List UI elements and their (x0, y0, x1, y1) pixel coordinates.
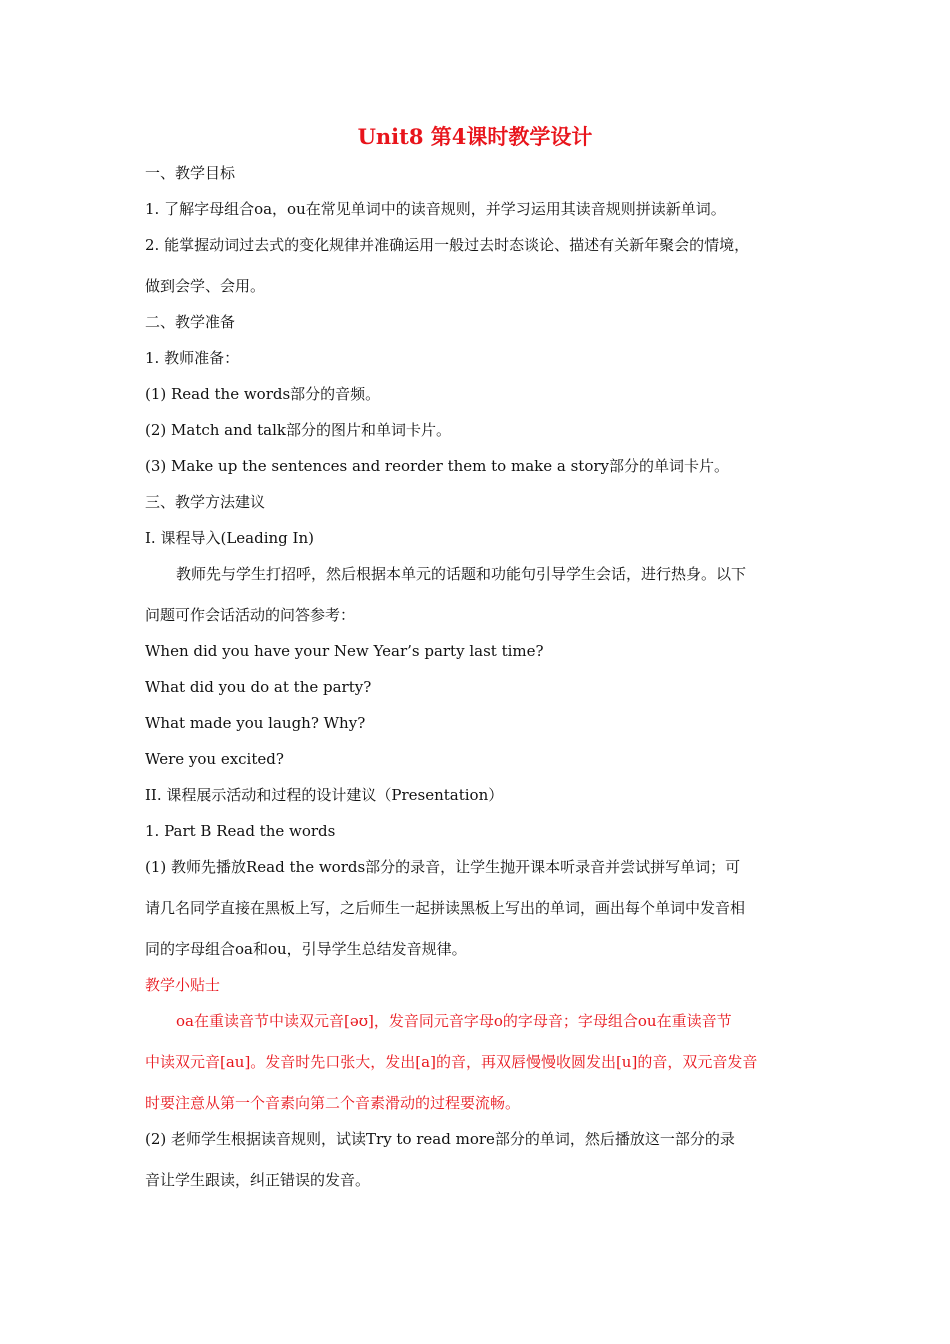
preparation-item-1: (1) Read the words部分的音频。 (145, 385, 381, 403)
document-title: Unit8 第4课时教学设计 (357, 124, 593, 149)
leading-in-heading: I. 课程导入(Leading In) (145, 529, 314, 547)
step-2-paragraph: (2) 老师学生根据读音规则，试读Try to read more部分的单词，然后播放这一部分的录 (145, 1130, 735, 1148)
leading-in-paragraph: 教师先与学生打招呼，然后根据本单元的话题和功能句引导学生会话，进行热身。以下 (176, 565, 747, 583)
teaching-tip-line-3: 时要注意从第一个音素向第二个音素滑动的过程要流畅。 (145, 1094, 521, 1112)
objective-2: 2. 能掌握动词过去式的变化规律并准确运用一般过去时态谈论、描述有关新年聚会的情境， (145, 236, 750, 254)
question-4: Were you excited? (145, 750, 284, 768)
presentation-heading: II. 课程展示活动和过程的设计建议（Presentation） (145, 786, 504, 804)
section-heading-methods: 三、教学方法建议 (145, 493, 266, 511)
part-b-heading: 1. Part B Read the words (145, 822, 336, 840)
teacher-preparation: 1. 教师准备： (145, 349, 240, 367)
question-2: What did you do at the party? (145, 678, 372, 696)
preparation-item-3: (3) Make up the sentences and reorder them to make a story部分的单词卡片。 (145, 457, 729, 475)
section-heading-preparation: 二、教学准备 (145, 313, 236, 331)
section-heading-objectives: 一、教学目标 (145, 164, 236, 182)
leading-in-paragraph-continued: 问题可作会话活动的问答参考： (145, 606, 356, 624)
objective-1: 1. 了解字母组合oa，ou在常见单词中的读音规则，并学习运用其读音规则拼读新单词。 (145, 200, 726, 218)
step-1-paragraph: (1) 教师先播放Read the words部分的录音，让学生抛开课本听录音并尝试拼写单词；可 (145, 858, 741, 876)
teaching-tip-line-1: oa在重读音节中读双元音[əʊ]，发音同元音字母o的字母音；字母组合ou在重读音节 (176, 1012, 732, 1030)
step-2-paragraph-continued: 音让学生跟读，纠正错误的发音。 (145, 1171, 371, 1189)
preparation-item-2: (2) Match and talk部分的图片和单词卡片。 (145, 421, 452, 439)
question-3: What made you laugh? Why? (145, 714, 366, 732)
step-1-paragraph-line-3: 同的字母组合oa和ou，引导学生总结发音规律。 (145, 940, 467, 958)
question-1: When did you have your New Year’s party last time? (145, 642, 544, 660)
step-1-paragraph-line-2: 请几名同学直接在黑板上写，之后师生一起拼读黑板上写出的单词，画出每个单词中发音相 (145, 899, 746, 917)
objective-2-continued: 做到会学、会用。 (145, 277, 266, 295)
teaching-tip-heading: 教学小贴士 (145, 976, 221, 994)
teaching-tip-line-2: 中读双元音[au]。发音时先口张大，发出[a]的音，再双唇慢慢收圆发出[u]的音，双元音发音 (145, 1053, 758, 1071)
